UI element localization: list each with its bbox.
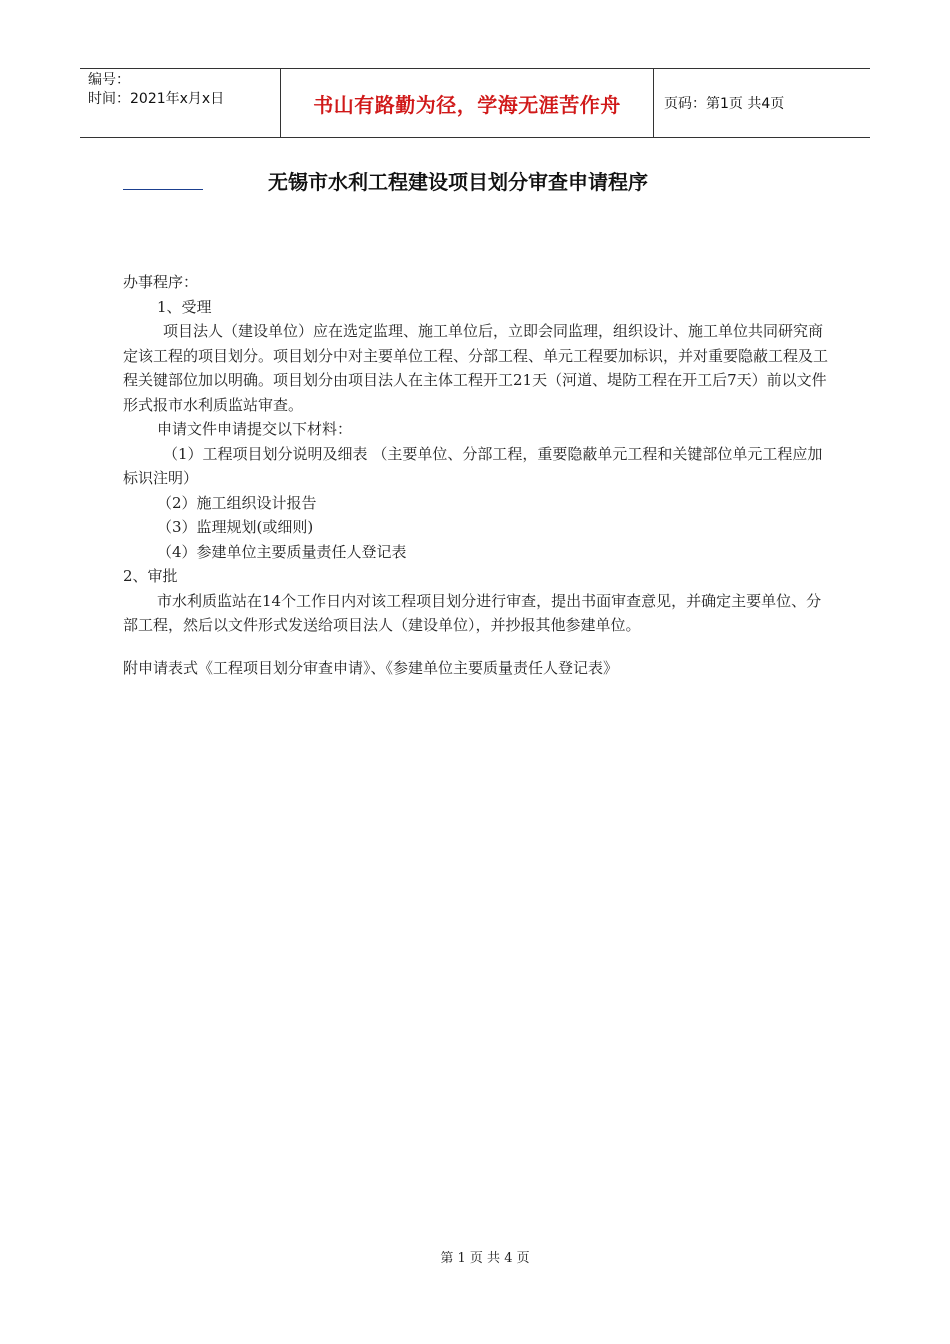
- page-footer: 第 1 页 共 4 页: [440, 1251, 530, 1266]
- time-label: 时间：2021年x月x日: [88, 91, 225, 107]
- procedure-heading: 办事程序：: [123, 273, 199, 291]
- motto-text: 书山有路勤为径，学海无涯苦作舟: [313, 92, 621, 117]
- materials-intro: 申请文件申请提交以下材料：: [157, 420, 353, 438]
- number-label: 编号：: [88, 72, 130, 88]
- header-page-cell: [654, 69, 870, 137]
- header-table: [80, 68, 870, 138]
- document-title: 无锡市水利工程建设项目划分审查申请程序: [268, 170, 648, 194]
- attachment-note: 附申请表式《工程项目划分审查申请》、《参建单位主要质量责任人登记表》: [123, 658, 619, 677]
- material-item-3: （3）监理规划(或细则): [157, 518, 314, 536]
- page-info: 页码：第1页 共4页: [664, 96, 785, 112]
- header-meta-cell: [80, 69, 281, 137]
- section-2-heading: 2、审批: [123, 567, 178, 585]
- material-item-1: （1）工程项目划分说明及细表 （主要单位、分部工程，重要隐蔽单元工程和关键部位单元工程应加标识注明）: [123, 444, 823, 487]
- section-2-paragraph: 市水利质监站在14个工作日内对该工程项目划分进行审查，提出书面审查意见，并确定主要单位、分部工程，然后以文件形式发送给项目法人（建设单位），并抄报其他参建单位。: [123, 591, 822, 634]
- header-motto-cell: [281, 69, 654, 137]
- material-item-2: （2）施工组织设计报告: [157, 493, 317, 512]
- title-rule: [123, 189, 203, 190]
- section-1-paragraph: 项目法人（建设单位）应在选定监理、施工单位后，立即会同监理，组织设计、施工单位共同研究商定该工程的项目划分。项目划分中对主要单位工程、分部工程、单元工程要加标识，并对重要隐蔽工程及工程关键部位加以明确。项目划分由项目法人在主体工程开工21天（河道、堤防工程在开工后7天）前以文件形式报市水利质监站审查。: [123, 322, 829, 414]
- document-body: [123, 270, 828, 680]
- section-1-heading: 1、受理: [157, 297, 212, 316]
- paragraph-gap: [123, 638, 828, 656]
- material-item-4: （4）参建单位主要质量责任人登记表: [157, 542, 407, 561]
